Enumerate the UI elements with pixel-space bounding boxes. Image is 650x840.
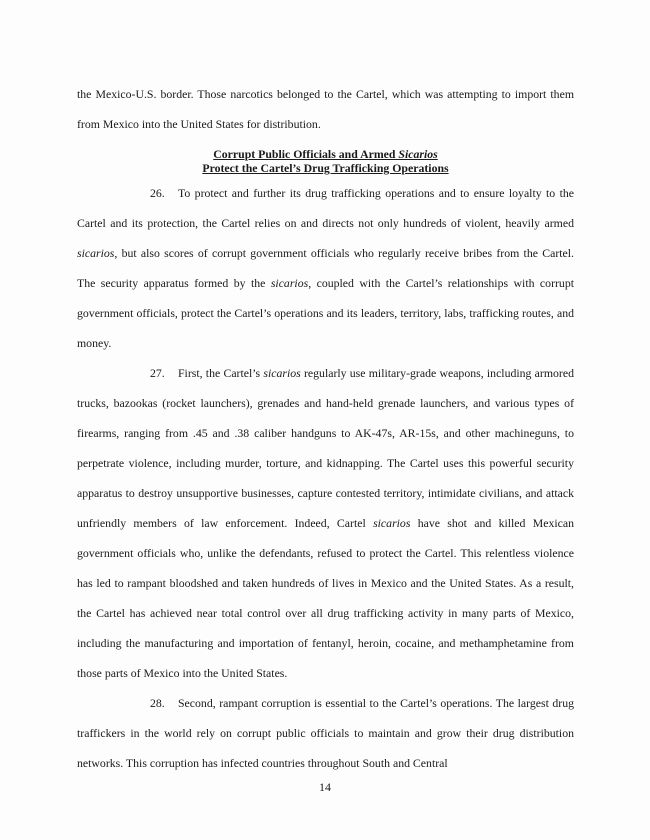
italic-term: sicarios <box>263 366 301 380</box>
numbered-paragraph <box>77 358 574 688</box>
paragraph-text: Second, rampant corruption is essential to the Cartel’s operations. The largest drug traffickers in the world rely on corrupt public officials to maintain and grow their drug distribution networks. This corruption has infected countries throughout South and Central <box>77 696 574 770</box>
section-heading-line-1 <box>77 147 574 161</box>
paragraph-number: 27. <box>150 366 165 380</box>
section-heading <box>77 147 574 175</box>
heading-line1-prefix: Corrupt Public Officials and Armed <box>213 147 399 161</box>
section-heading-line-2: Protect the Cartel’s Drug Trafficking Operations <box>202 161 449 175</box>
paragraph-number: 26. <box>150 186 165 200</box>
italic-term: sicarios <box>373 516 411 530</box>
numbered-paragraph <box>77 178 574 358</box>
page-number: 14 <box>319 780 331 794</box>
paragraph-text: have shot and killed Mexican government officials who, unlike the defendants, refused to protect the Cartel. This relentless violence has led to rampant bloodshed and taken hundreds of lives in Mexico and the United States. As a result, the Cartel has achieved near total control over all drug trafficking activity in many parts of Mexico, including the manufacturing and importation of fentanyl, heroin, cocaine, and methamphetamine from those parts of Mexico into the United States. <box>77 516 575 680</box>
paragraph-number: 28. <box>150 696 165 710</box>
paragraph-text: , but also scores of corrupt government officials who regularly receive bribes from the Cartel. The security apparatus formed by the <box>77 246 574 290</box>
paragraph-text: First, the Cartel’s <box>178 366 264 380</box>
body-text <box>77 79 574 778</box>
numbered-paragraphs <box>77 178 574 778</box>
heading-line1-italic: Sicarios <box>398 147 438 161</box>
italic-term: sicarios <box>77 246 115 260</box>
numbered-paragraph <box>77 688 574 778</box>
paragraph-text: , coupled with the Cartel’s relationships with corrupt government officials, protect the Cartel’s operations and its leaders, territory, labs, trafficking routes, and money. <box>77 276 575 350</box>
italic-term: sicarios <box>270 276 309 290</box>
continuation-paragraph: the Mexico-U.S. border. Those narcotics belonged to the Cartel, which was attempting to import them from Mexico into the United States for distribution. <box>77 87 574 131</box>
paragraph-text: To protect and further its drug trafficking operations and to ensure loyalty to the Cartel and its protection, the Cartel relies on and directs not only hundreds of violent, heavily armed <box>77 186 574 230</box>
paragraph-text: regularly use military-grade weapons, including armored trucks, bazookas (rocket launchers), grenades and hand-held grenade launchers, and various types of firearms, ranging from .45 and .38 caliber handguns to AK-47s, AR-15s, and other machineguns, to perpetrate violence, including murder, torture, and kidnapping. The Cartel uses this powerful security apparatus to destroy unsupportive businesses, capture contested territory, intimidate civilians, and attack unfriendly members of law enforcement. Indeed, Cartel <box>77 366 574 530</box>
